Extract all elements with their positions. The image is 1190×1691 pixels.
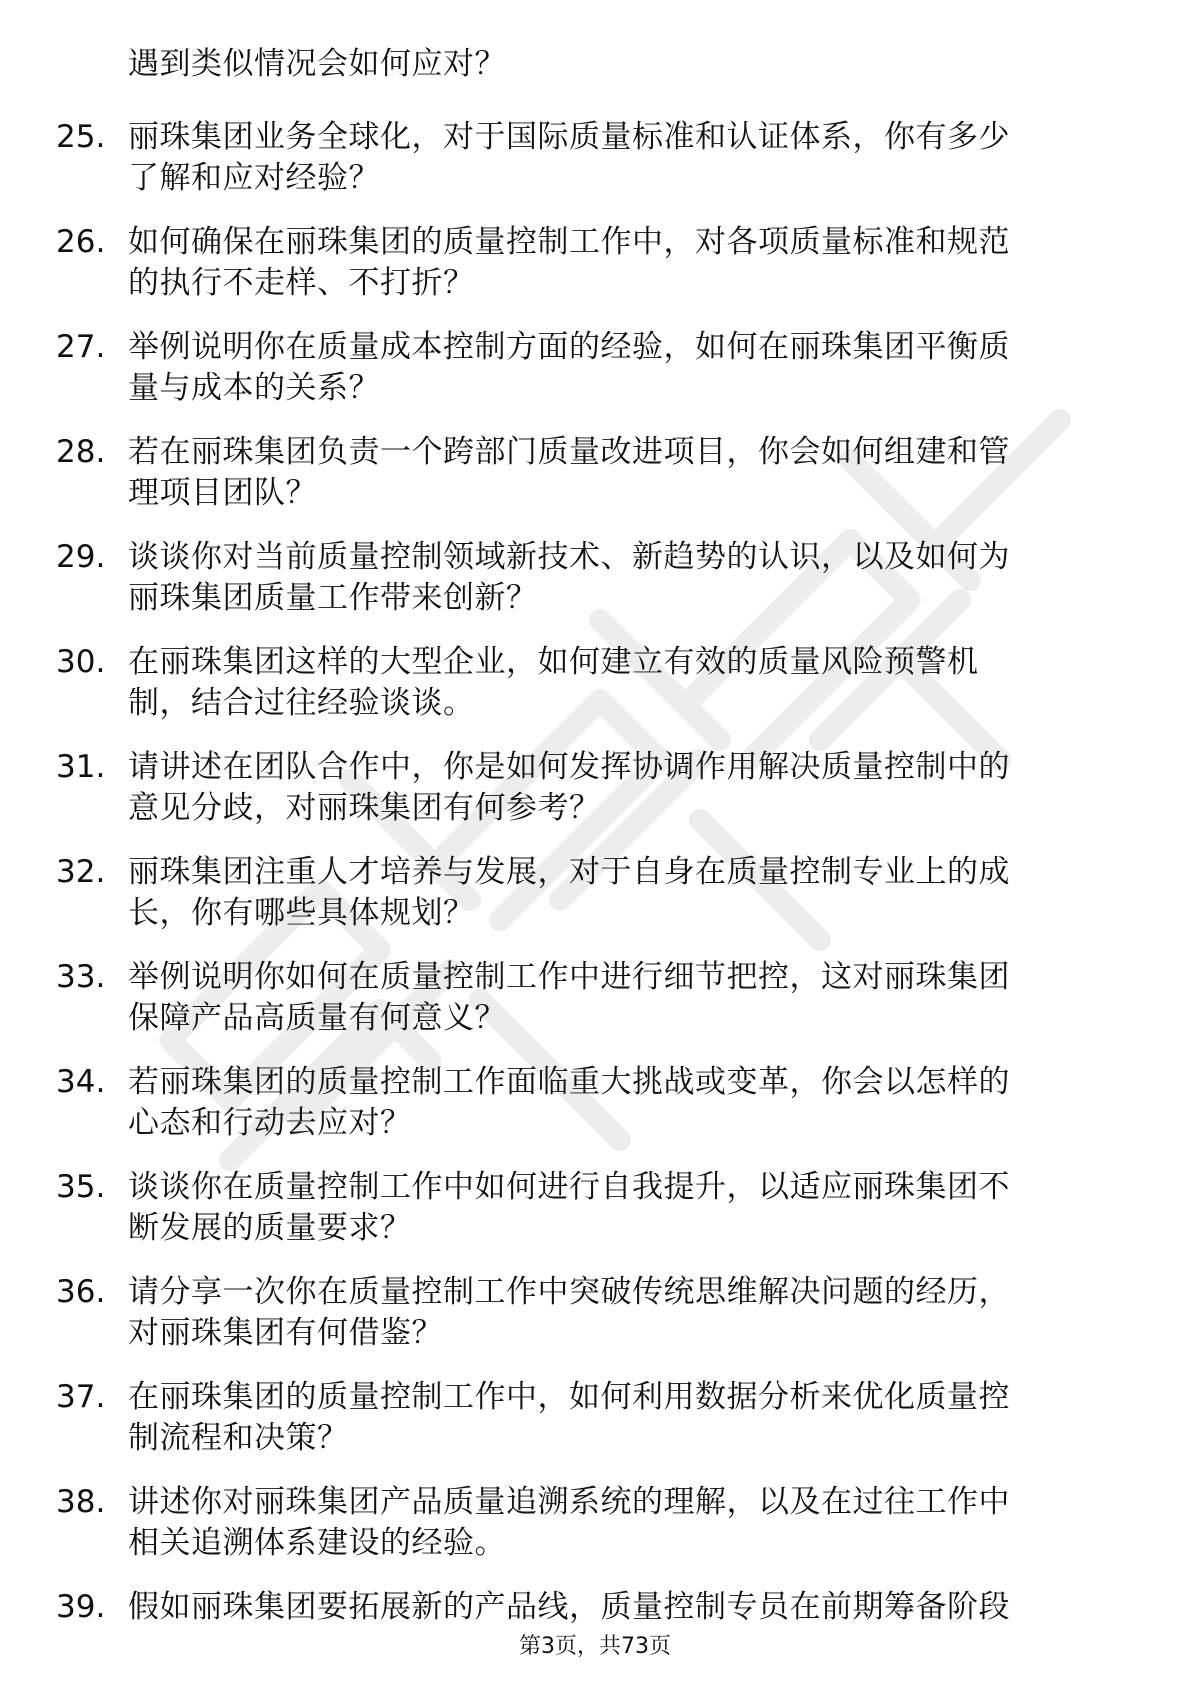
question-text-line: 长，你有哪些具体规划？ xyxy=(128,895,475,931)
question-number: 32. xyxy=(56,854,106,890)
question-number: 38. xyxy=(56,1484,106,1520)
question-number: 33. xyxy=(56,959,106,995)
question-number: 27. xyxy=(56,329,106,365)
question-number: 28. xyxy=(56,434,106,470)
question-text-line: 相关追溯体系建设的经验。 xyxy=(128,1525,506,1561)
question-item xyxy=(0,641,1190,746)
question-item xyxy=(0,431,1190,536)
question-item xyxy=(0,116,1190,221)
question-text-line: 举例说明你在质量成本控制方面的经验，如何在丽珠集团平衡质 xyxy=(128,329,1010,365)
question-text-line: 在丽珠集团这样的大型企业，如何建立有效的质量风险预警机 xyxy=(128,644,979,680)
question-text-line: 心态和行动去应对？ xyxy=(128,1105,412,1141)
question-continuation: 遇到类似情况会如何应对？ xyxy=(128,46,506,82)
question-text-line: 举例说明你如何在质量控制工作中进行细节把控，这对丽珠集团 xyxy=(128,959,1010,995)
question-text-line: 量与成本的关系？ xyxy=(128,370,380,406)
question-text-line: 如何确保在丽珠集团的质量控制工作中，对各项质量标准和规范 xyxy=(128,224,1010,260)
question-text-line: 制流程和决策？ xyxy=(128,1420,349,1456)
question-text-line: 制，结合过往经验谈谈。 xyxy=(128,685,475,721)
question-text-line: 讲述你对丽珠集团产品质量追溯系统的理解，以及在过往工作中 xyxy=(128,1484,1010,1520)
question-text-line: 谈谈你在质量控制工作中如何进行自我提升，以适应丽珠集团不 xyxy=(128,1169,1010,1205)
question-list xyxy=(0,116,1190,1691)
question-number: 34. xyxy=(56,1064,106,1100)
question-text-line: 的执行不走样、不打折？ xyxy=(128,265,475,301)
question-text-line: 谈谈你对当前质量控制领域新技术、新趋势的认识，以及如何为 xyxy=(128,539,1010,575)
question-number: 31. xyxy=(56,749,106,785)
question-number: 37. xyxy=(56,1379,106,1415)
question-text-line: 丽珠集团注重人才培养与发展，对于自身在质量控制专业上的成 xyxy=(128,854,1010,890)
question-number: 29. xyxy=(56,539,106,575)
question-text-line: 丽珠集团质量工作带来创新？ xyxy=(128,580,538,616)
question-text-line: 了解和应对经验？ xyxy=(128,160,380,196)
question-item xyxy=(0,1061,1190,1166)
question-number: 26. xyxy=(56,224,106,260)
question-item xyxy=(0,1481,1190,1586)
question-text-line: 对丽珠集团有何借鉴？ xyxy=(128,1315,443,1351)
question-text-line: 请讲述在团队合作中，你是如何发挥协调作用解决质量控制中的 xyxy=(128,749,1010,785)
question-item xyxy=(0,1271,1190,1376)
question-number: 39. xyxy=(56,1589,106,1625)
question-number: 36. xyxy=(56,1274,106,1310)
question-text-line: 请分享一次你在质量控制工作中突破传统思维解决问题的经历， xyxy=(128,1274,1010,1310)
question-number: 30. xyxy=(56,644,106,680)
question-item xyxy=(0,956,1190,1061)
question-text-line: 意见分歧，对丽珠集团有何参考？ xyxy=(128,790,601,826)
question-text-line: 若丽珠集团的质量控制工作面临重大挑战或变革，你会以怎样的 xyxy=(128,1064,1010,1100)
question-text-line: 保障产品高质量有何意义？ xyxy=(128,1000,506,1036)
question-item xyxy=(0,1166,1190,1271)
question-text-line: 理项目团队？ xyxy=(128,475,317,511)
question-text-line: 丽珠集团业务全球化，对于国际质量标准和认证体系，你有多少 xyxy=(128,119,1010,155)
question-item xyxy=(0,326,1190,431)
question-text-line: 若在丽珠集团负责一个跨部门质量改进项目，你会如何组建和管 xyxy=(128,434,1010,470)
question-number: 25. xyxy=(56,119,106,155)
question-item xyxy=(0,536,1190,641)
page-footer: 第3页，共73页 xyxy=(519,1634,671,1659)
question-text-line: 断发展的质量要求？ xyxy=(128,1210,412,1246)
question-item xyxy=(0,1376,1190,1481)
question-item xyxy=(0,746,1190,851)
question-item xyxy=(0,851,1190,956)
question-text-line: 在丽珠集团的质量控制工作中，如何利用数据分析来优化质量控 xyxy=(128,1379,1010,1415)
question-number: 35. xyxy=(56,1169,106,1205)
question-item xyxy=(0,221,1190,326)
question-text-line: 假如丽珠集团要拓展新的产品线，质量控制专员在前期筹备阶段 xyxy=(128,1589,1010,1625)
